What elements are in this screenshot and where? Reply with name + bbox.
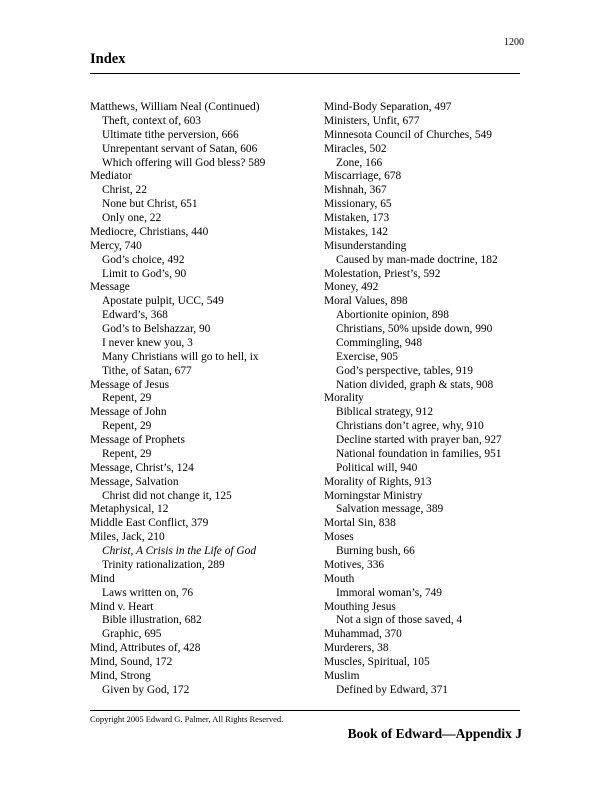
index-entry: Mind v. Heart [90,600,154,613]
index-entry: Message of Prophets [90,434,185,446]
index-subentry: God’s perspective, tables, 919 [336,364,473,377]
index-entry: Mind, Strong [90,669,151,682]
index-subentry: Ultimate tithe perversion, 666 [102,128,239,141]
index-entry: Ministers, Unfit, 677 [324,114,420,127]
index-entry: Mistakes, 142 [324,225,388,238]
index-subentry: Immoral woman’s, 749 [336,586,442,599]
index-entry: Matthews, William Neal (Continued) [90,101,260,113]
index-subentry: Caused by man-made doctrine, 182 [336,253,498,266]
index-subentry: Defined by Edward, 371 [336,683,448,696]
index-subentry: Biblical strategy, 912 [336,406,434,419]
index-subentry: Not a sign of those saved, 4 [336,614,463,627]
index-subentry: Tithe, of Satan, 677 [102,364,192,377]
index-subentry: Trinity rationalization, 289 [102,558,225,571]
index-entry: Mistaken, 173 [324,212,390,224]
index-entry: Mind [90,572,115,585]
index-entry: Message, Salvation [90,475,179,488]
index-entry: Miracles, 502 [324,142,387,155]
header-rule [90,73,520,74]
index-subentry: Bible illustration, 682 [102,614,202,627]
index-entry: Middle East Conflict, 379 [90,517,209,530]
index-subentry: Edward’s, 368 [102,309,168,322]
index-entry: Miscarriage, 678 [324,170,402,183]
index-entry: Moral Values, 898 [324,295,408,308]
index-entry: Mercy, 740 [90,239,142,252]
index-subentry: Repent, 29 [102,420,152,433]
index-subentry: God’s choice, 492 [102,253,185,266]
index-subentry: Zone, 166 [336,156,383,169]
index-entry: Missionary, 65 [324,198,392,211]
index-subentry: Christians don’t agree, why, 910 [336,420,484,433]
index-entry: Mouthing Jesus [324,600,396,613]
index-entry: Message [90,281,130,294]
index-entry: Mishnah, 367 [324,184,387,197]
index-entry: Mouth [324,572,355,585]
index-subentry: Laws written on, 76 [102,586,194,599]
index-subentry: Given by God, 172 [102,683,190,696]
index-entry: Moses [324,531,354,544]
index-subentry: Theft, context of, 603 [102,114,202,127]
index-entry: Money, 492 [324,281,379,294]
index-subentry: Salvation message, 389 [336,503,444,516]
index-entry: Miles, Jack, 210 [90,531,165,544]
index-entry: Message, Christ’s, 124 [90,461,194,474]
index-column-left [90,101,316,698]
index-entry: Metaphysical, 12 [90,503,169,516]
index-subentry: Graphic, 695 [102,628,162,641]
index-entry: Morality of Rights, 913 [324,475,432,488]
footer-rule [90,710,520,711]
index-subentry: Exercise, 905 [336,350,398,363]
index-entry: Mortal Sin, 838 [324,517,396,530]
index-entry: Motives, 336 [324,558,385,571]
index-subentry: Burning bush, 66 [336,545,415,557]
index-subentry: Many Christians will go to hell, ix [102,350,259,363]
index-subentry: Political will, 940 [336,461,418,474]
index-subentry: National foundation in families, 951 [336,447,502,460]
index-subentry: Repent, 29 [102,392,152,405]
index-subentry: Commingling, 948 [336,336,423,349]
copyright-notice: Copyright 2005 Edward G. Palmer, All Rights Reserved. [90,714,284,724]
index-entry: Morality [324,392,364,405]
index-entry: Misunderstanding [324,239,407,252]
index-entry: Murderers, 38 [324,642,389,655]
index-entry: Morningstar Ministry [324,489,423,502]
index-column-right [324,101,550,698]
page-heading: Index [90,51,126,67]
index-subentry: Apostate pulpit, UCC, 549 [102,295,224,308]
index-subentry: Decline started with prayer ban, 927 [336,434,502,446]
index-subentry: Only one, 22 [102,212,162,224]
index-subentry: God’s to Belshazzar, 90 [102,323,211,335]
index-entry: Mind, Attributes of, 428 [90,642,201,655]
index-entry: Muscles, Spiritual, 105 [324,656,430,668]
index-subentry: None but Christ, 651 [102,198,198,211]
index-subentry: Christ, 22 [102,184,147,197]
index-entry: Muslim [324,669,360,682]
index-entry: Molestation, Priest’s, 592 [324,267,441,280]
page-number: 1200 [504,37,524,48]
index-subentry: Repent, 29 [102,447,152,460]
index-entry: Minnesota Council of Churches, 549 [324,128,492,141]
index-entry: Mind, Sound, 172 [90,656,173,668]
index-subentry: Which offering will God bless? 589 [102,156,266,169]
index-subentry: Christians, 50% upside down, 990 [336,323,493,335]
index-entry: Mind-Body Separation, 497 [324,101,452,113]
index-subentry: Abortionite opinion, 898 [336,309,449,322]
index-subentry: Limit to God’s, 90 [102,267,187,280]
index-entry: Message of John [90,406,167,419]
index-subentry: Christ, A Crisis in the Life of God [102,545,257,557]
index-subentry: I never knew you, 3 [102,336,193,349]
index-entry: Message of Jesus [90,378,170,391]
index-entry: Mediator [90,170,132,183]
index-subentry: Nation divided, graph & stats, 908 [336,378,494,391]
index-subentry: Unrepentant servant of Satan, 606 [102,142,258,155]
index-entry: Muhammad, 370 [324,628,402,641]
book-title: Book of Edward—Appendix J [347,726,522,741]
index-subentry: Christ did not change it, 125 [102,489,232,502]
index-entry: Mediocre, Christians, 440 [90,225,209,238]
